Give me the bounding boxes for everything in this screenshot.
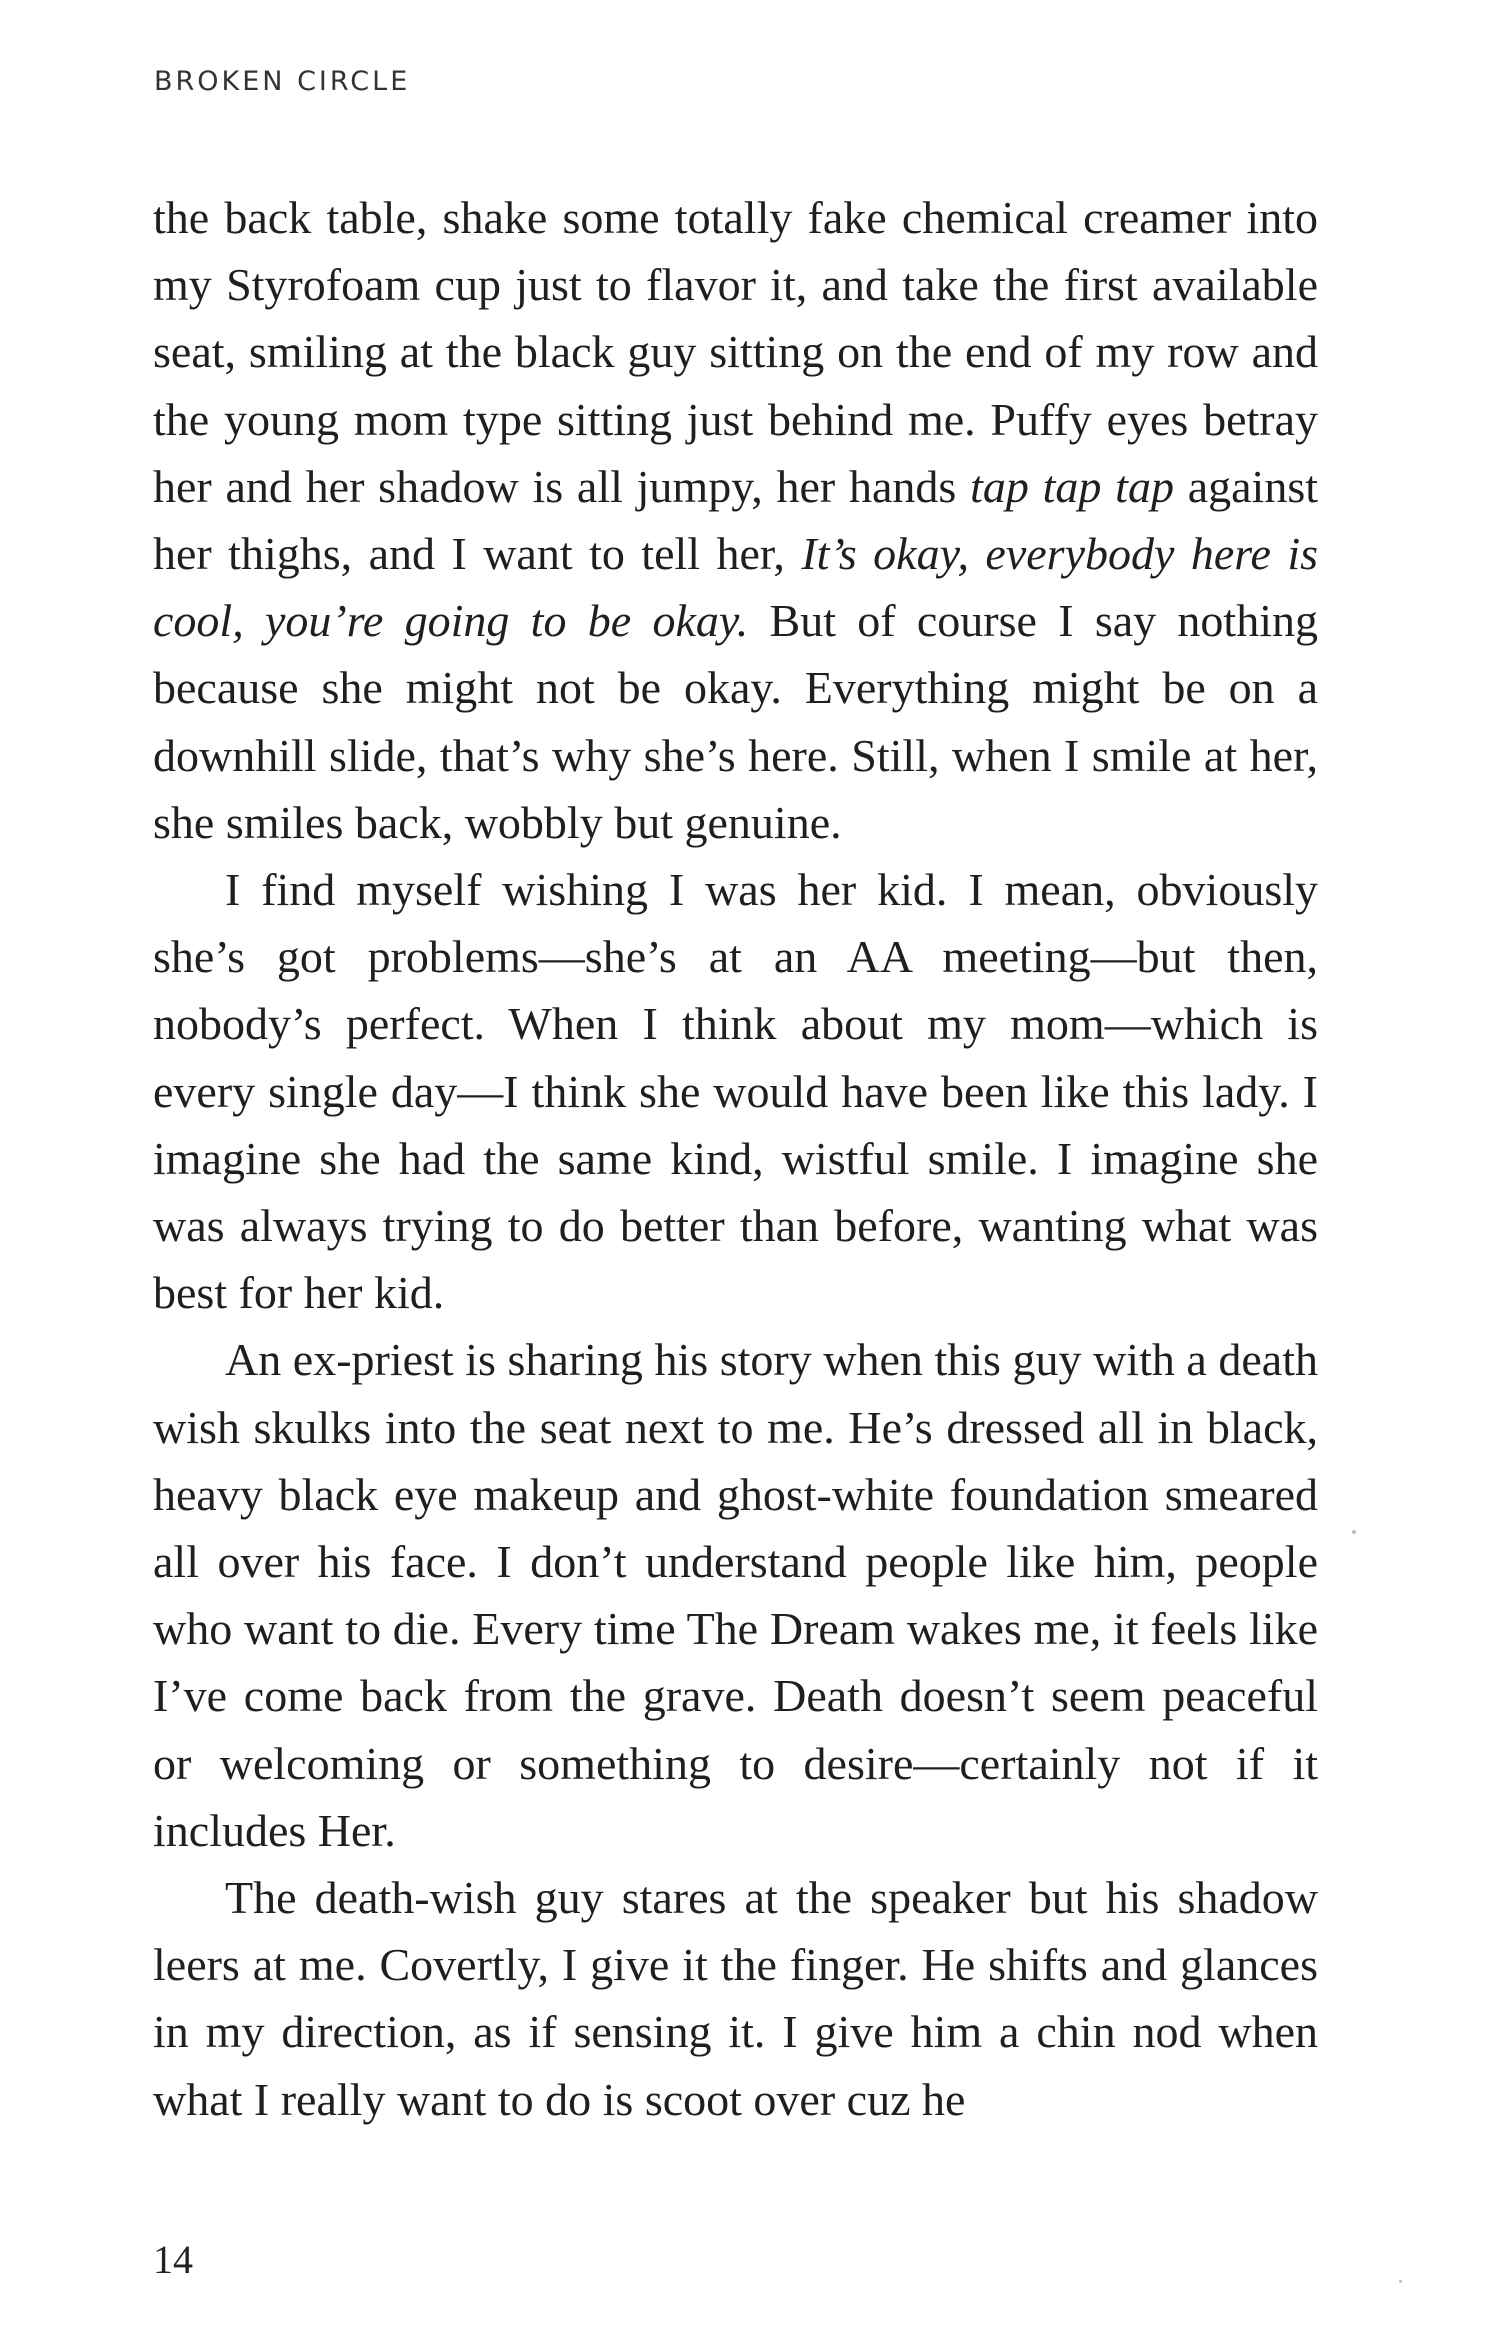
scan-speck: [1399, 2280, 1402, 2283]
paragraph-1-text-c: But of course I say nothing because she might not be okay. Everything might be on a downhill slide, that’s why she’s here. Still, when I smile at her, she smiles back, wobbly but genuine.: [153, 595, 1318, 848]
page-number: 14: [153, 2237, 193, 2282]
running-head: BROKEN CIRCLE: [154, 66, 411, 97]
paragraph-3: An ex-priest is sharing his story when this guy with a death wish skulks into the seat next to me. He’s dressed all in black, heavy black eye makeup and ghost-white foundation smeared all over his face. I don’t understand people like him, people who want to die. Every time The Dream wakes me, it feels like I’ve come back from the grave. Death doesn’t seem peaceful or welcoming or something to desire—certainly not if it includes Her.: [153, 1334, 1318, 1856]
paragraph-2: I find myself wishing I was her kid. I mean, obviously she’s got problems—she’s at an AA meeting—but then, nobody’s perfect. When I think about my mom—which is every single day—I think she would have been like this lady. I imagine she had the same kind, wistful smile. I imagine she was always trying to do better than before, wanting what was best for her kid.: [153, 864, 1318, 1319]
paragraph-1-text-a: the back table, shake some totally fake chemical creamer into my Styrofoam cup just to flavor it, and take the first available seat, smiling at the black guy sitting on the end of my row and the young mom type sitting just behind me. Puffy eyes betray her and her shadow is all jumpy, her hands: [153, 192, 1318, 512]
body-text: [153, 184, 1318, 2133]
paragraph-1-italic-a: tap tap tap: [970, 460, 1174, 512]
paragraph-1-text-b: against her thighs, and I want to tell her,: [153, 460, 1319, 580]
paragraph-1-italic-b: It’s okay, everybody here is cool, you’re going to be okay.: [153, 528, 1319, 647]
paragraph-1: [153, 184, 1318, 856]
paragraph-4: The death-wish guy stares at the speaker but his shadow leers at me. Covertly, I give it the finger. He shifts and glances in my direction, as if sensing it. I give him a chin nod when what I really want to do is scoot over cuz he: [153, 1872, 1318, 2125]
scan-speck: [1352, 1530, 1356, 1534]
